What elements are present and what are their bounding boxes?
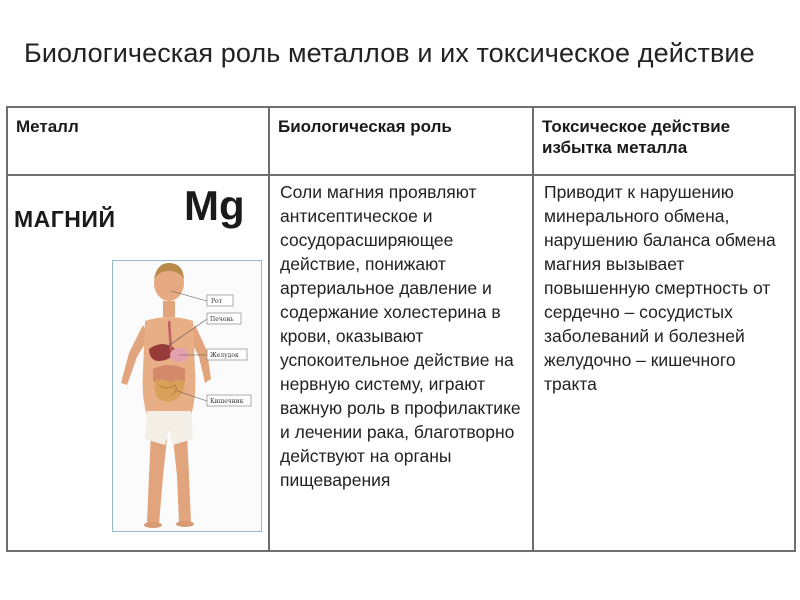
metals-table — [6, 106, 796, 552]
metal-cell — [7, 175, 269, 551]
header-toxic-effect — [533, 107, 795, 175]
biological-role-text: Соли магния проявляют антисептическое и сосудорасширяющее действие, понижают артериальное давление и содержание холестерина в крови, оказывают успокоительное действие на нервную систему, играют важную роль в профилактике и лечении рака, благотворно действуют на органы пищеварения — [280, 182, 521, 490]
header-toxic-line-2: избытка металла — [542, 138, 688, 157]
metal-symbol: Mg — [184, 182, 245, 229]
figure-label-intestine: Кишечник — [210, 398, 244, 405]
header-toxic-line-1: Токсическое действие — [542, 117, 731, 136]
header-biological-role: Биологическая роль — [269, 107, 533, 175]
figure-label-mouth: Рот — [211, 298, 222, 305]
toxic-effect-text: Приводит к нарушению минерального обмена, нарушению баланса обмена магния вызывает повышенную смертность от сердечно – сосудистых заболеваний и болезней желудочно – кишечного тракта — [544, 182, 776, 394]
page-title: Биологическая роль металлов и их токсическое действие — [24, 38, 755, 68]
toxic-effect-cell — [533, 175, 795, 551]
figure-label-stomach: Желудок — [210, 352, 239, 359]
table-row — [7, 175, 795, 551]
human-anatomy-figure — [112, 260, 262, 532]
biological-role-cell — [269, 175, 533, 551]
metal-name: МАГНИЙ — [14, 206, 116, 232]
figure-label-liver: Печень — [210, 316, 234, 323]
table-header-row — [7, 107, 795, 175]
header-metal: Металл — [7, 107, 269, 175]
